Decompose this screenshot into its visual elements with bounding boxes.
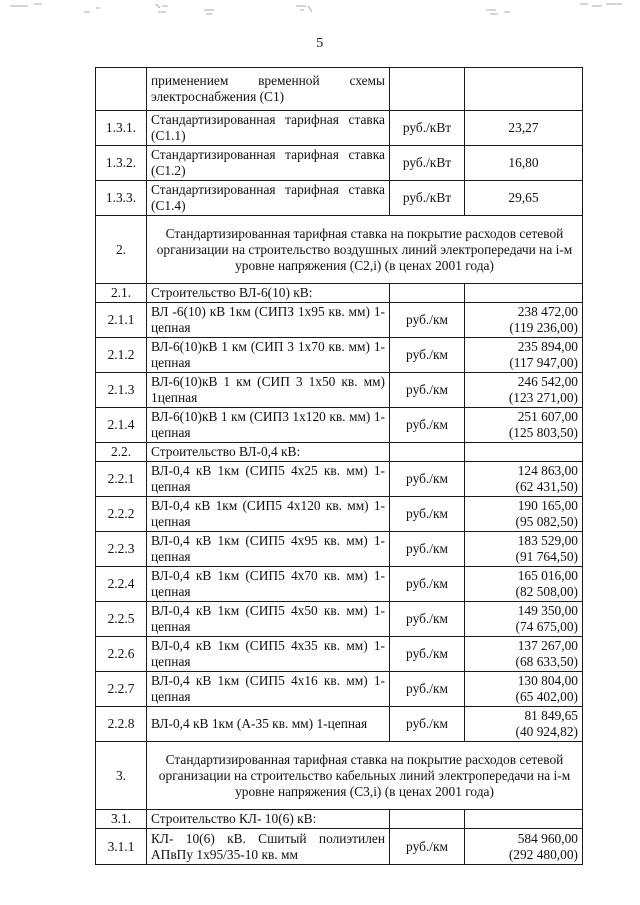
tariff-table-body	[96, 68, 583, 865]
value-cell	[465, 373, 583, 408]
value-text: 149 350,00	[517, 603, 578, 618]
value-secondary-text: (82 508,00)	[515, 584, 578, 599]
item-name-cell: ВЛ-0,4 кВ 1км (А-35 кв. мм) 1-цепная	[147, 707, 390, 742]
item-name-cell: Стандартизированная тарифная ставка (С1.4)	[147, 181, 390, 216]
value-text: 238 472,00	[517, 304, 578, 319]
item-name-cell: ВЛ-0,4 кВ 1км (СИП5 4х70 кв. мм) 1- цепная	[147, 567, 390, 602]
item-name-cell: Строительство ВЛ-6(10) кВ:	[147, 284, 390, 303]
row-number-cell: 1.3.1.	[96, 111, 147, 146]
table-row	[96, 338, 583, 373]
row-number-cell: 3.	[96, 742, 147, 810]
row-number-cell: 3.1.	[96, 810, 147, 829]
section-row	[96, 742, 583, 810]
value-text: 251 607,00	[517, 409, 578, 424]
value-cell	[465, 567, 583, 602]
value-cell	[465, 111, 583, 146]
row-number-cell: 2.2.7	[96, 672, 147, 707]
value-secondary-text: (125 803,50)	[508, 425, 578, 440]
table-row	[96, 303, 583, 338]
value-cell	[465, 532, 583, 567]
unit-cell: руб./км	[390, 373, 465, 408]
table-row	[96, 672, 583, 707]
table-row	[96, 497, 583, 532]
item-name-cell: ВЛ-0,4 кВ 1км (СИП5 4х95 кв. мм) 1- цепная	[147, 532, 390, 567]
value-cell	[465, 338, 583, 373]
table-row	[96, 408, 583, 443]
value-cell	[465, 829, 583, 865]
value-cell	[465, 462, 583, 497]
value-text: 130 804,00	[517, 673, 578, 688]
unit-cell	[390, 443, 465, 462]
value-secondary-text: (95 082,50)	[515, 514, 578, 529]
unit-cell: руб./км	[390, 303, 465, 338]
item-name-cell: КЛ- 10(6) кВ. Сшитый полиэтилен АПвПу 1х95/35-10 кв. мм	[147, 829, 390, 865]
value-secondary-text: (117 947,00)	[509, 355, 578, 370]
unit-cell	[390, 810, 465, 829]
value-cell	[465, 146, 583, 181]
row-number-cell: 2.2.1	[96, 462, 147, 497]
item-name-cell: ВЛ-0,4 кВ 1км (СИП5 4х16 кв. мм) 1- цепная	[147, 672, 390, 707]
table-row	[96, 707, 583, 742]
table-row	[96, 567, 583, 602]
value-secondary-text: (91 764,50)	[515, 549, 578, 564]
item-name-cell: Строительство ВЛ-0,4 кВ:	[147, 443, 390, 462]
value-cell	[465, 707, 583, 742]
row-number-cell: 2.2.6	[96, 637, 147, 672]
unit-cell	[390, 284, 465, 303]
unit-cell: руб./км	[390, 602, 465, 637]
row-number-cell: 2.1.3	[96, 373, 147, 408]
item-name-cell: ВЛ-0,4 кВ 1км (СИП5 4х25 кв. мм) 1- цепная	[147, 462, 390, 497]
value-secondary-text: (68 633,50)	[515, 654, 578, 669]
value-text: 235 894,00	[517, 339, 578, 354]
table-row	[96, 146, 583, 181]
unit-cell: руб./км	[390, 532, 465, 567]
row-number-cell: 2.2.4	[96, 567, 147, 602]
table-row	[96, 68, 583, 111]
unit-cell: руб./км	[390, 637, 465, 672]
unit-cell: руб./км	[390, 707, 465, 742]
item-name-cell: ВЛ-6(10)кВ 1 км (СИП 3 1х70 кв. мм) 1-цепная	[147, 338, 390, 373]
row-number-cell: 2.2.2	[96, 497, 147, 532]
table-row	[96, 602, 583, 637]
item-name-cell: ВЛ-6(10)кВ 1 км (СИП3 1х120 кв. мм) 1-цепная	[147, 408, 390, 443]
value-secondary-text: (40 924,82)	[515, 724, 578, 739]
row-number-cell: 2.	[96, 216, 147, 284]
item-name-cell: применением временной схемы электроснабжения (С1)	[147, 68, 390, 111]
item-name-cell: Строительство КЛ- 10(6) кВ:	[147, 810, 390, 829]
value-cell	[465, 303, 583, 338]
value-secondary-text: (74 675,00)	[515, 619, 578, 634]
row-number-cell: 2.2.8	[96, 707, 147, 742]
value-secondary-text: (292 480,00)	[508, 846, 578, 862]
section-row	[96, 216, 583, 284]
unit-cell	[390, 68, 465, 111]
value-cell	[465, 602, 583, 637]
row-number-cell: 1.3.2.	[96, 146, 147, 181]
item-name-cell: ВЛ -6(10) кВ 1км (СИПЗ 1х95 кв. мм) 1-цепная	[147, 303, 390, 338]
scan-artifacts	[0, 0, 640, 30]
value-cell	[465, 408, 583, 443]
table-row	[96, 829, 583, 865]
unit-cell: руб./кВт	[390, 111, 465, 146]
value-secondary-text: (123 271,00)	[508, 390, 578, 405]
unit-cell: руб./км	[390, 829, 465, 865]
value-secondary-text: (119 236,00)	[509, 320, 578, 335]
unit-cell: руб./кВт	[390, 146, 465, 181]
item-name-cell: Стандартизированная тарифная ставка (С1.1)	[147, 111, 390, 146]
row-number-cell: 2.2.5	[96, 602, 147, 637]
tariff-table	[95, 67, 583, 865]
value-cell	[465, 68, 583, 111]
item-name-cell: ВЛ-6(10)кВ 1 км (СИП 3 1х50 кв. мм) 1цепная	[147, 373, 390, 408]
value-cell	[465, 181, 583, 216]
row-number-cell: 1.3.3.	[96, 181, 147, 216]
table-row	[96, 373, 583, 408]
value-secondary-text: (65 402,00)	[515, 689, 578, 704]
row-number-cell: 3.1.1	[96, 829, 147, 865]
table-row	[96, 637, 583, 672]
page-number: 5	[316, 36, 324, 51]
row-number-cell: 2.2.	[96, 443, 147, 462]
table-row	[96, 111, 583, 146]
item-name-cell: ВЛ-0,4 кВ 1км (СИП5 4х50 кв. мм) 1- цепная	[147, 602, 390, 637]
value-text: 584 960,00	[517, 830, 578, 846]
unit-cell: руб./км	[390, 338, 465, 373]
item-name-cell: ВЛ-0,4 кВ 1км (СИП5 4х35 кв. мм) 1- цепная	[147, 637, 390, 672]
row-number-cell	[96, 68, 147, 111]
section-title-cell: Стандартизированная тарифная ставка на покрытие расходов сетевой организации на строительство воздушных линий электропередачи на i-м уровне напряжения (С2,i) (в ценах 2001 года)	[147, 216, 583, 284]
value-cell	[465, 637, 583, 672]
row-number-cell: 2.1.1	[96, 303, 147, 338]
value-text: 246 542,00	[517, 374, 578, 389]
table-row	[96, 810, 583, 829]
table-row	[96, 181, 583, 216]
value-cell	[465, 497, 583, 532]
value-text: 29,65	[508, 190, 539, 205]
value-cell	[465, 672, 583, 707]
table-row	[96, 284, 583, 303]
row-number-cell: 2.1.2	[96, 338, 147, 373]
value-cell	[465, 443, 583, 462]
unit-cell: руб./км	[390, 408, 465, 443]
value-text: 165 016,00	[517, 568, 578, 583]
value-text: 23,27	[508, 120, 539, 135]
unit-cell: руб./км	[390, 462, 465, 497]
value-text: 190 165,00	[517, 498, 578, 513]
value-text: 81 849,65	[524, 708, 578, 723]
unit-cell: руб./кВт	[390, 181, 465, 216]
item-name-cell: ВЛ-0,4 кВ 1км (СИП5 4х120 кв. мм) 1- цепная	[147, 497, 390, 532]
value-secondary-text: (62 431,50)	[515, 479, 578, 494]
value-text: 16,80	[508, 155, 539, 170]
row-number-cell: 2.1.	[96, 284, 147, 303]
table-row	[96, 532, 583, 567]
row-number-cell: 2.2.3	[96, 532, 147, 567]
value-text: 124 863,00	[517, 463, 578, 478]
unit-cell: руб./км	[390, 672, 465, 707]
value-text: 183 529,00	[517, 533, 578, 548]
unit-cell: руб./км	[390, 567, 465, 602]
value-text: 137 267,00	[517, 638, 578, 653]
table-row	[96, 462, 583, 497]
item-name-cell: Стандартизированная тарифная ставка (С1.2)	[147, 146, 390, 181]
unit-cell: руб./км	[390, 497, 465, 532]
table-row	[96, 443, 583, 462]
value-cell	[465, 284, 583, 303]
row-number-cell: 2.1.4	[96, 408, 147, 443]
section-title-cell: Стандартизированная тарифная ставка на покрытие расходов сетевой организации на строительство кабельных линий электропередачи на i-м уровне напряжения (С3,i) (в ценах 2001 года)	[147, 742, 583, 810]
value-cell	[465, 810, 583, 829]
